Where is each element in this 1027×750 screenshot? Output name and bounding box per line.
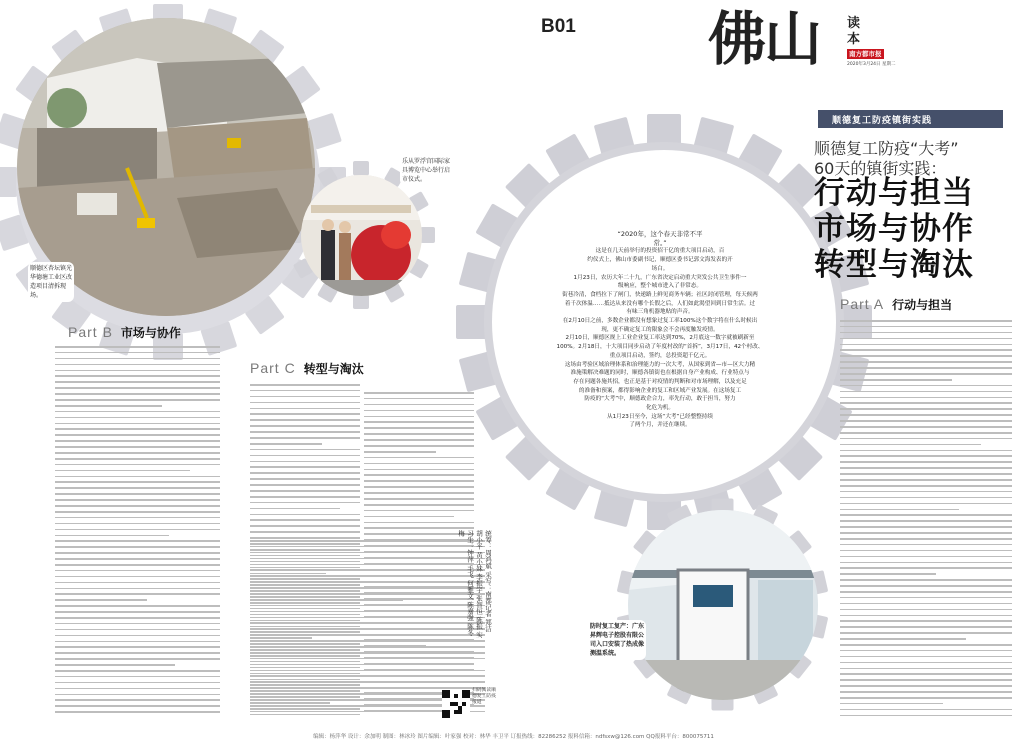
text-line [840,597,1012,599]
text-line [55,499,220,501]
text-line [250,437,360,439]
qr-code-icon[interactable] [442,690,470,718]
brand-logo: 南方都市报 [849,50,882,58]
text-line [250,502,360,504]
section-title: 市场与协作 [120,326,181,340]
story-line: 约仪式上，佛山市委副书记，顺德区委书记郭文海发表的开 [587,257,733,264]
text-line [364,439,474,441]
text-line [840,432,1012,434]
text-line [250,461,360,463]
text-line [840,620,1012,622]
text-line [250,455,360,457]
text-line [55,352,220,354]
text-line [55,688,220,690]
story-line: 这场由考验区域治理体系和治理能力的一次大考，从国家到省—市—区大力精 [564,361,756,368]
text-line [840,662,1012,664]
text-line [840,650,1012,652]
text-line [55,705,220,707]
text-line [840,497,1012,499]
section-heading-part-b [68,324,181,341]
text-line [55,487,220,489]
text-line [55,611,220,613]
text-line [55,505,220,507]
text-line [55,558,220,560]
text-line [364,433,474,435]
text-line [840,585,1012,587]
text-line [250,514,360,516]
text-line [840,444,981,446]
text-line [840,455,1012,457]
text-line [364,445,474,447]
text-line [364,392,474,394]
text-line [840,503,1012,505]
text-line [364,421,474,423]
text-line [840,673,1012,675]
story-line: 的准备和预案，都得影响企业的复工和区域产业发展。在这场复工 [578,387,742,394]
text-line [364,398,474,400]
text-line [55,470,190,472]
text-line [55,535,169,537]
text-line [250,466,360,468]
text-line [250,443,322,445]
text-line [840,626,1012,628]
text-line [55,370,220,372]
text-line [55,428,220,430]
text-line [55,670,220,672]
text-line [840,414,1012,416]
text-line [250,384,360,386]
page-footer: 编辑：杨萍华 设计：余加明 制图：林冰玲 图片编辑：叶家强 校对：林华 丰卫平 订报热线：82286252 报料信箱：ndfsxw@126.com QQ报料平台：800075711 [313,734,714,740]
text-line [55,517,220,519]
text-line [250,490,360,492]
text-line [840,715,1012,717]
text-line [364,416,474,418]
text-line [55,493,220,495]
text-line [55,564,220,566]
text-line [364,451,436,453]
story-line: 这是在几天前举行的投资招干亿的重大项目启动，百 [595,248,725,255]
story-line: 化危为机。 [646,405,674,412]
text-line [55,417,220,419]
text-line [55,623,220,625]
text-line [250,646,485,648]
text-line [840,556,1012,558]
text-line [250,408,360,410]
text-line [840,361,1012,363]
text-line [364,457,474,459]
text-line [840,638,966,640]
text-line [250,675,485,677]
section-heading-part-a [840,296,952,313]
text-line [55,711,220,713]
text-line [840,509,959,511]
reporter-credits: 统筹：周鸿斌 采写：南都记者 郑洁 胡小平 黄小妹 李振宇 张智恒 陈振 实习生：钟萍 毛飞 何雅文 陈嘉强 陈冬梅 [457,530,492,638]
lead-title-main-1: 行动与担当 [814,175,974,211]
story-line: 在2月10日之前，多数企业都没有想象过复工率100%这个数字将在什么时候出 [562,318,758,325]
text-line [364,510,474,512]
text-line [840,691,1012,693]
story-line: 准施策解决难题的同时，顺德各镇街也在根据自身产业构成、行业特点与 [570,370,750,377]
story-line: 着千次体温……抵达从来没有哪个长假之后，人们如此渴望回到日常生活。过 [564,300,756,307]
text-line [840,397,1012,399]
text-line [55,393,220,395]
text-line [840,615,1012,617]
text-line [55,452,220,454]
text-line [840,426,1012,428]
text-line [55,434,220,436]
text-line [55,364,220,366]
text-line [840,461,1012,463]
text-line [55,682,220,684]
text-line [840,591,1012,593]
story-line: 有味三角机器地贴的声音。 [626,309,694,316]
lead-title-main-2: 市场与协作 [814,211,974,247]
text-line [55,605,220,607]
text-line [250,419,360,421]
story-line: 街巷冷清，食档拉下了闸门，快递路上鲜见商务车辆；社区封闭管理，每天候两 [562,291,758,298]
text-line [55,423,220,425]
text-line [840,532,1012,534]
text-line [840,338,1012,340]
text-line [840,344,1012,346]
text-line [55,593,220,595]
text-line [840,332,1012,334]
lead-title-main-3: 转型与淘汰 [814,247,974,283]
text-line [55,635,220,637]
text-line [55,699,220,701]
text-line [55,358,220,360]
text-line [364,504,474,506]
feature-banner-text: 顺德复工防疫镇街实践 [832,116,933,126]
text-line [55,399,220,401]
text-line [250,658,485,660]
text-line [250,664,443,666]
text-line [55,658,220,660]
thermal-scanner-photo [628,510,818,700]
part-b-column-1 [55,346,220,722]
text-line [840,385,1012,387]
text-line [55,346,220,348]
text-line [840,709,1012,711]
text-line [250,525,360,527]
text-line [250,425,360,427]
text-line [840,379,952,381]
text-line [55,617,220,619]
text-line [840,685,1012,687]
text-line [840,473,1012,475]
section-label: Part A [840,296,885,312]
text-line [840,603,1012,605]
text-line [55,588,220,590]
text-line [250,449,360,451]
text-line [55,476,220,478]
text-line [250,402,360,404]
text-line [250,681,485,683]
text-line [840,367,1012,369]
text-line [840,450,1012,452]
text-line [840,579,1012,581]
text-line [250,508,340,510]
text-line [55,599,147,601]
text-line [840,420,1012,422]
text-line [840,538,1012,540]
text-line [840,550,1012,552]
photo-caption-demolition: 顺德区杏坛镇光华德塘工业区改造项目清拆现场。 [28,262,74,302]
date-line: 2020年3月24日 星期二 [847,62,896,67]
text-line [364,492,474,494]
text-line [840,320,1012,322]
text-line [55,664,175,666]
qr-caption: 扫码阅读顺德复工防疫报道 [472,688,496,705]
text-line [840,609,1012,611]
section-title: 行动与担当 [892,298,953,312]
text-line [250,413,360,415]
text-line [840,514,1012,516]
text-line [55,570,220,572]
text-line [250,687,485,689]
photo-caption-scanner: 防时复工复产：广东昇辉电子控股有限公司入口安装了热成像测温系统。 [588,620,646,660]
text-line [55,381,220,383]
text-line [840,391,1012,393]
center-story [515,230,805,430]
text-line [250,537,360,539]
text-line [250,599,403,601]
text-line [840,668,1012,670]
text-line [840,703,943,705]
text-line [55,446,220,448]
section-label: Part B [68,324,113,340]
section-label: Part C [250,360,296,376]
text-line [840,526,1012,528]
story-line: 常。” [653,238,667,247]
text-line [250,431,360,433]
text-line [840,479,1012,481]
text-line [250,484,360,486]
text-line [840,355,1012,357]
text-line [840,438,1012,440]
text-line [840,408,1012,410]
text-line [55,405,162,407]
text-line [55,523,220,525]
text-line [250,519,360,521]
text-line [840,644,1012,646]
text-line [55,529,220,531]
text-line [840,520,1012,522]
text-line [840,373,1012,375]
text-line [55,411,220,413]
text-line [55,387,220,389]
text-line [55,552,220,554]
text-line [250,670,485,672]
text-line [55,576,220,578]
text-line [364,486,474,488]
opening-ceremony-photo [301,175,422,296]
text-line [364,527,474,529]
text-line [55,546,220,548]
lead-title-line2: 60天的镇街实践： [814,159,947,178]
text-line [840,562,1012,564]
text-line [840,573,936,575]
text-line [840,544,1012,546]
text-line [55,646,220,648]
text-line [55,652,220,654]
text-line [55,481,220,483]
text-line [55,458,220,460]
text-line [250,390,360,392]
story-line: 了两个月，并还在继续。 [629,422,691,429]
paper-name-suffix: 读本 [847,16,861,47]
story-line: 从1月23日至今，这场“大考”已经整整持续 [607,413,713,420]
story-line: 1月23日，农历大年二十九，广东省决定启动重大突发公共卫生事件一 [573,274,747,281]
text-line [840,632,1012,634]
photo-caption-ceremony: 乐从罗浮宫国际家具博览中心举行启市仪式。 [400,155,454,186]
text-line [55,641,220,643]
lead-title-line1: 顺德复工防疫“大考” [814,139,959,158]
text-line [840,485,1012,487]
text-line [55,464,220,466]
text-line [250,396,360,398]
story-line: 2月10日，顺德区规上工业企业复工率达到70%，2月底这一数字就被刷新至 [565,335,755,342]
text-line [250,531,360,533]
story-line: 存在问题各施其招，也正是基于对疫情的判断和对市场理解，以及充足 [573,378,747,385]
text-line [840,567,1012,569]
section-heading-part-c [250,360,364,377]
section-title: 转型与淘汰 [303,362,364,376]
text-line [55,582,220,584]
text-line [364,522,474,524]
text-line [840,697,1012,699]
text-line [250,472,360,474]
story-line: 现，更不确定复工的限象会不会再度触发疫情。 [601,326,719,333]
text-line [364,498,474,500]
text-line [55,629,220,631]
text-line [840,467,1012,469]
text-line [840,402,1012,404]
text-line [55,694,220,696]
paper-name: 佛山 [708,5,821,73]
text-line [364,410,474,412]
text-line [55,375,220,377]
text-line [840,326,1012,328]
text-line [364,516,454,518]
part-a-column-1 [840,320,1012,722]
story-line: 100%。2月18日，十大项目同步启动了年度村改的“首拆”，3月17日，42个村改、 [556,344,764,351]
text-line [840,349,1012,351]
text-line [250,652,485,654]
text-line [55,511,220,513]
text-line [364,469,474,471]
text-line [250,496,360,498]
text-line [55,676,220,678]
text-line [250,478,360,480]
story-line: 级响应，整个城市进入了非常态。 [618,283,702,290]
text-line [364,480,474,482]
text-line [840,656,1012,658]
story-line: “2020年，这个春天非常不平 [617,230,703,238]
text-line [364,463,474,465]
story-line: 重点项目启动，签约，总投资超千亿元。 [609,352,711,359]
text-line [55,440,220,442]
text-line [55,540,220,542]
text-line [364,427,474,429]
page-number: B01 [541,16,576,37]
text-line [364,474,474,476]
text-line [364,404,474,406]
text-line [840,491,1012,493]
story-line: 防疫的“大考”中，顺德政企合力，率先行动，敢于担当，努力 [584,396,736,403]
text-line [250,640,485,642]
text-line [840,679,1012,681]
story-line: 场白。 [651,265,669,272]
